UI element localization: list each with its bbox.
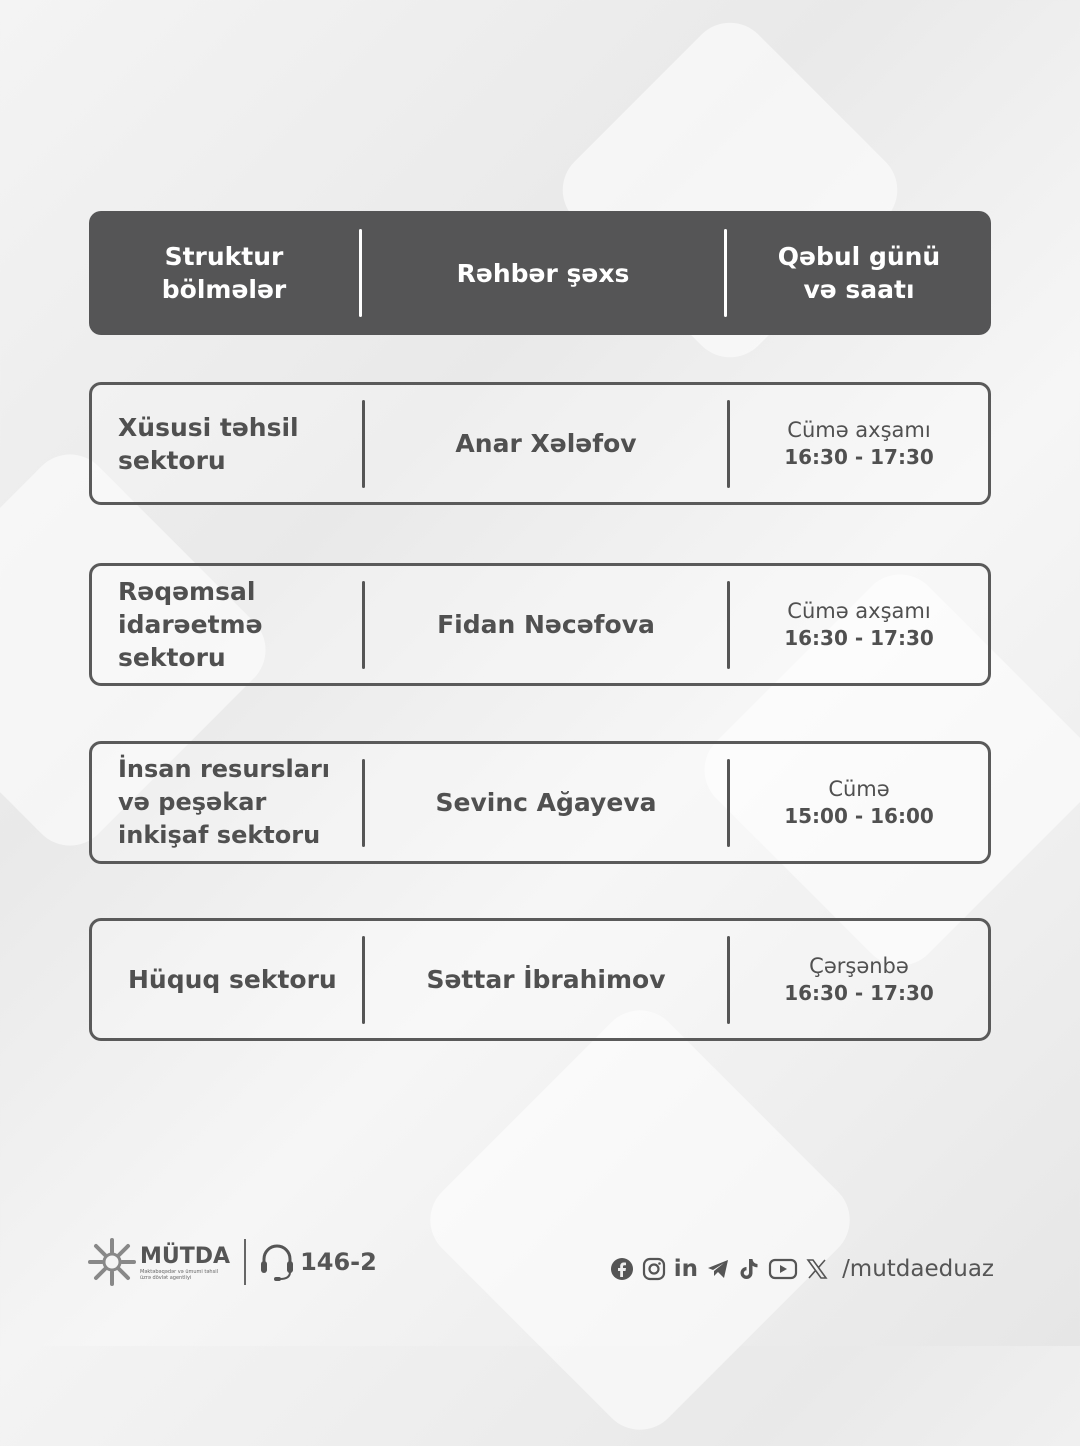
facebook-icon[interactable] <box>610 1257 634 1281</box>
head-name: Anar Xələfov <box>455 429 637 458</box>
unit-name: İnsan resursları və peşəkar inkişaf sektoru <box>118 755 331 849</box>
reception-day: Cümə axşamı <box>787 417 931 442</box>
reception <box>730 744 988 861</box>
header-reception: Qəbul günü və saatı <box>777 242 941 304</box>
header-head: Rəhbər şəxs <box>456 258 630 288</box>
instagram-icon[interactable] <box>642 1257 666 1281</box>
head-name: Sevinc Ağayeva <box>435 788 657 817</box>
linkedin-icon[interactable]: in <box>673 1256 699 1282</box>
reception <box>730 566 988 683</box>
header-structure: Struktur bölmələr <box>161 242 287 304</box>
table-row <box>89 918 991 1041</box>
head-name: Səttar İbrahimov <box>426 965 666 994</box>
table-row <box>89 741 991 864</box>
headset-icon <box>260 1242 294 1282</box>
reception-time: 16:30 - 17:30 <box>784 980 934 1005</box>
youtube-icon[interactable] <box>768 1257 798 1281</box>
tiktok-icon[interactable] <box>738 1257 760 1281</box>
footer-logo <box>88 1238 377 1286</box>
unit-name: Rəqəmsal idarəetmə sektoru <box>118 577 263 672</box>
table-row <box>89 563 991 686</box>
social-handle[interactable]: /mutdaeduaz <box>842 1256 994 1282</box>
social-links <box>610 1256 994 1282</box>
reception <box>730 921 988 1038</box>
x-icon[interactable] <box>806 1258 828 1280</box>
table-header <box>89 211 991 335</box>
telegram-icon[interactable] <box>706 1257 730 1281</box>
reception-time: 15:00 - 16:00 <box>784 803 934 828</box>
head-name: Fidan Nəcəfova <box>437 610 655 639</box>
reception <box>730 385 988 502</box>
unit-name: Xüsusi təhsil sektoru <box>118 412 299 475</box>
reception-time: 16:30 - 17:30 <box>784 625 934 650</box>
reception-day: Cümə axşamı <box>787 598 931 623</box>
hotline-number: 146-2 <box>300 1248 377 1276</box>
reception-day: Çərşənbə <box>809 953 909 978</box>
brand-subtitle: Məktəbəqədər və ümumi təhsil üzrə dövlət agentliyi <box>140 1268 218 1281</box>
brand-name: MÜTDA <box>140 1243 231 1269</box>
reception-time: 16:30 - 17:30 <box>784 444 934 469</box>
table-row <box>89 382 991 505</box>
divider <box>244 1239 246 1285</box>
mutda-emblem-icon <box>88 1238 136 1286</box>
unit-name: Hüquq sektoru <box>128 965 337 994</box>
reception-day: Cümə <box>828 776 890 801</box>
